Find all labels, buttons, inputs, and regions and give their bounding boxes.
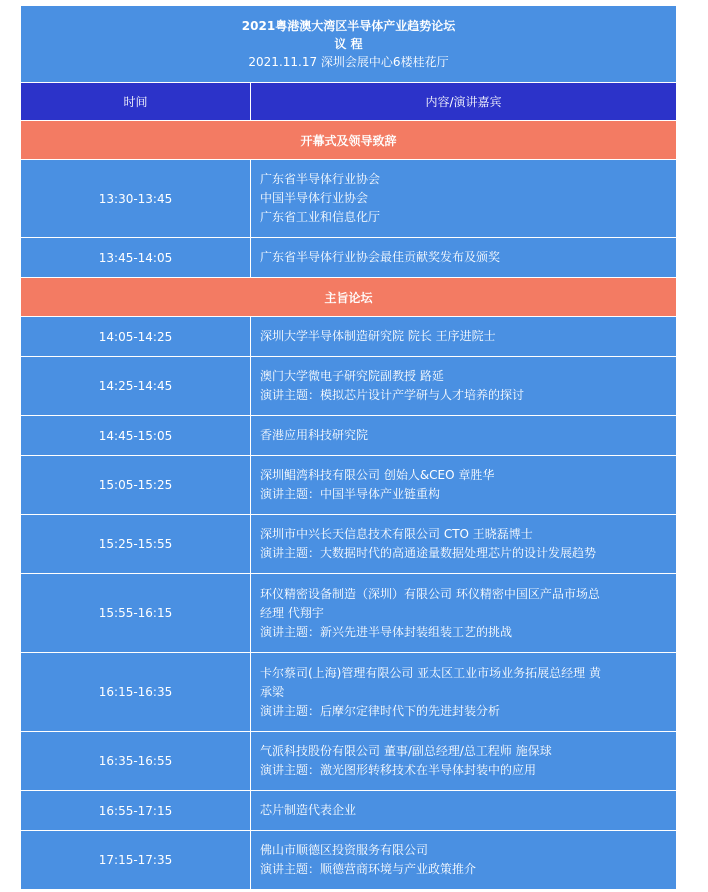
agenda-content-line: 环仪精密设备制造（深圳）有限公司 环仪精密中国区产品市场总 [260, 586, 600, 601]
agenda-content [251, 416, 677, 456]
agenda-row [21, 160, 677, 238]
agenda-row [21, 831, 677, 890]
agenda-content [251, 456, 677, 515]
agenda-row [21, 732, 677, 791]
event-title: 2021粤港澳大湾区半导体产业趋势论坛 [241, 19, 456, 33]
agenda-row [21, 653, 677, 732]
agenda-time: 15:05-15:25 [21, 456, 251, 515]
opening-rows [21, 160, 677, 278]
agenda-content-line: 香港应用科技研究院 [260, 428, 369, 442]
agenda-content-line: 演讲主题：后摩尔定律时代下的先进封装分析 [260, 703, 501, 718]
agenda-subtitle: 议 程 [334, 37, 363, 51]
agenda-row [21, 456, 677, 515]
agenda-content-line: 卡尔蔡司(上海)管理有限公司 亚太区工业市场业务拓展总经理 黄 [260, 665, 601, 680]
agenda-content-line: 广东省工业和信息化厅 [260, 210, 381, 224]
agenda-time: 15:55-16:15 [21, 574, 251, 653]
keynote-rows [21, 317, 677, 890]
agenda-header [21, 6, 677, 83]
agenda-content-line: 芯片制造代表企业 [260, 803, 357, 817]
agenda-content [251, 317, 677, 357]
agenda-content [251, 160, 677, 238]
agenda-content [251, 653, 677, 732]
agenda-content-line: 广东省半导体行业协会最佳贡献奖发布及颁奖 [260, 250, 501, 264]
agenda-content-line: 气派科技股份有限公司 董事/副总经理/总工程师 施保球 [260, 744, 552, 758]
section-title-opening: 开幕式及领导致辞 [21, 121, 677, 160]
section-row-opening [21, 121, 677, 160]
agenda-content-line: 演讲主题：顺德营商环境与产业政策推介 [260, 862, 477, 876]
agenda-content [251, 574, 677, 653]
agenda-content-line: 深圳大学半导体制造研究院 院长 王序进院士 [260, 329, 496, 343]
agenda-row [21, 416, 677, 456]
agenda-time: 13:30-13:45 [21, 160, 251, 238]
agenda-content [251, 831, 677, 890]
agenda-content [251, 791, 677, 831]
column-header-row [21, 83, 677, 121]
agenda-content-line: 承梁 [260, 684, 285, 699]
agenda-content-line: 深圳鲳湾科技有限公司 创始人&CEO 章胜华 [260, 468, 495, 482]
agenda-row [21, 791, 677, 831]
agenda-time: 16:15-16:35 [21, 653, 251, 732]
agenda-time: 17:15-17:35 [21, 831, 251, 890]
agenda-content-line: 演讲主题：大数据时代的高通途量数据处理芯片的设计发展趋势 [260, 546, 597, 560]
agenda-time: 16:35-16:55 [21, 732, 251, 791]
column-header-time: 时间 [21, 83, 251, 121]
agenda-content [251, 515, 677, 574]
agenda-content-line: 广东省半导体行业协会 [260, 172, 381, 186]
agenda-header-row [21, 6, 677, 83]
column-header-content: 内容/演讲嘉宾 [251, 83, 677, 121]
agenda-content [251, 357, 677, 416]
agenda-time: 14:05-14:25 [21, 317, 251, 357]
agenda-content-line: 演讲主题：新兴先进半导体封装组装工艺的挑战 [260, 624, 513, 639]
agenda-table [20, 5, 677, 890]
agenda-time: 16:55-17:15 [21, 791, 251, 831]
agenda-row [21, 317, 677, 357]
section-row-keynote [21, 278, 677, 317]
agenda-time: 14:45-15:05 [21, 416, 251, 456]
agenda-time: 15:25-15:55 [21, 515, 251, 574]
agenda-content-line: 演讲主题：模拟芯片设计产学研与人才培养的探讨 [260, 388, 525, 402]
agenda-time: 13:45-14:05 [21, 238, 251, 278]
agenda-row [21, 357, 677, 416]
agenda-content [251, 238, 677, 278]
agenda-row [21, 515, 677, 574]
agenda-content-line: 澳门大学微电子研究院副教授 路延 [260, 369, 444, 383]
agenda-row [21, 574, 677, 653]
date-venue: 2021.11.17 深圳会展中心6楼桂花厅 [248, 55, 449, 69]
agenda-content-line: 中国半导体行业协会 [260, 191, 369, 205]
agenda-content-line: 演讲主题：中国半导体产业链重构 [260, 487, 441, 501]
agenda-table-container [20, 5, 676, 890]
agenda-time: 14:25-14:45 [21, 357, 251, 416]
agenda-row [21, 238, 677, 278]
agenda-content-line: 演讲主题：激光图形转移技术在半导体封装中的应用 [260, 763, 537, 777]
agenda-content [251, 732, 677, 791]
agenda-content-line: 经理 代翔宇 [260, 605, 324, 620]
agenda-content-line: 深圳市中兴长天信息技术有限公司 CTO 王晓磊博士 [260, 527, 533, 541]
section-title-keynote: 主旨论坛 [21, 278, 677, 317]
agenda-content-line: 佛山市顺德区投资服务有限公司 [260, 843, 429, 857]
